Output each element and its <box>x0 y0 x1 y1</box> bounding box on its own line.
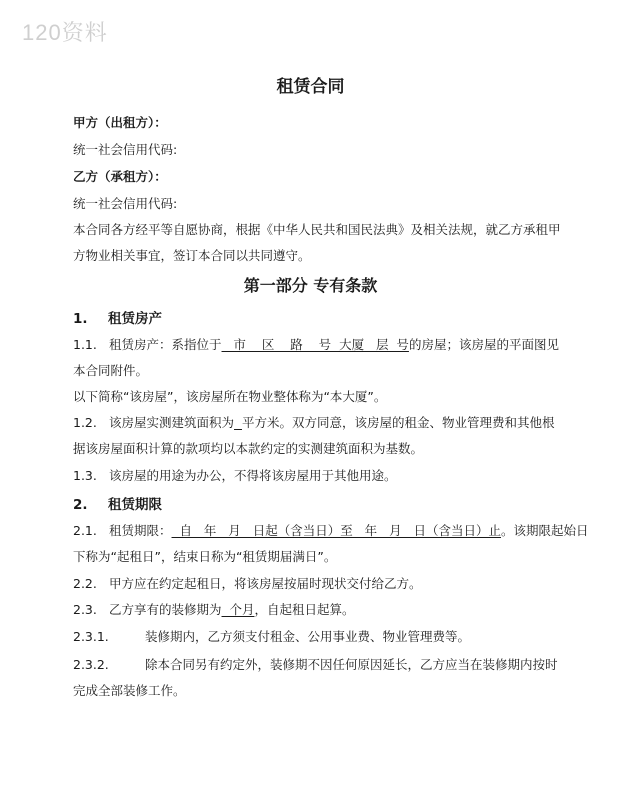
clause-2-3-1 <box>73 627 470 645</box>
clause-text: ，自起租日起算。 <box>254 602 355 617</box>
clause-number: 2.2. <box>73 576 97 591</box>
clause-1-2-line-2: 据该房屋面积计算的款项均以本款约定的实测建筑面积为基数。 <box>73 441 424 456</box>
section-2-number: 2. <box>73 497 88 513</box>
clause-text: 该房屋实测建筑面积为 <box>109 415 235 430</box>
clause-1-1-line-3: 以下简称“该房屋”，该房屋所在物业整体称为“本大厦”。 <box>73 389 387 404</box>
section-1-title: 租赁房产 <box>108 311 162 327</box>
clause-text: 乙方享有的装修期为 <box>109 602 222 617</box>
preamble-line-1: 本合同各方经平等自愿协商，根据《中华人民共和国民法典》及相关法规，就乙方承租甲 <box>73 222 561 237</box>
clause-number: 1.1. <box>73 337 97 352</box>
term-blank: 自 年 月 日起（含当日）至 年 月 日（含当日）止 <box>171 523 501 538</box>
party-b-label: 乙方（承租方）： <box>73 169 167 184</box>
clause-2-2 <box>73 574 422 592</box>
clause-number: 2.1. <box>73 523 97 538</box>
clause-text: 平方米。双方同意，该房屋的租金、物业管理费和其他根 <box>241 415 555 430</box>
clause-2-3-2 <box>73 655 558 673</box>
clause-1-1-line-2: 本合同附件。 <box>73 363 149 378</box>
section-2-heading <box>73 493 162 513</box>
address-blank: 市 区 路 号 大厦 层 号 <box>221 337 409 352</box>
section-1-heading <box>73 307 162 327</box>
clause-number: 2.3.1. <box>73 629 109 644</box>
clause-2-3-2-line-2: 完成全部装修工作。 <box>73 683 186 698</box>
clause-1-2 <box>73 413 554 431</box>
clause-1-3 <box>73 466 397 484</box>
preamble-line-2: 方物业相关事宜，签订本合同以共同遵守。 <box>73 248 311 263</box>
clause-2-3 <box>73 600 354 618</box>
document-title: 租赁合同 <box>276 77 345 97</box>
party-a-credit-code: 统一社会信用代码: <box>73 142 178 157</box>
clause-2-1-line-2: 下称为“起租日”，结束日称为“租赁期届满日”。 <box>73 549 337 564</box>
clause-text: 该房屋的用途为办公，不得将该房屋用于其他用途。 <box>109 468 397 483</box>
party-a-label: 甲方（出租方）： <box>73 115 167 130</box>
clause-number: 1.2. <box>73 415 97 430</box>
clause-number: 2.3. <box>73 602 97 617</box>
section-2-title: 租赁期限 <box>108 497 162 513</box>
clause-text: 除本合同另有约定外，装修期不因任何原因延长，乙方应当在装修期内按时 <box>145 657 558 672</box>
party-b-credit-code: 统一社会信用代码: <box>73 196 178 211</box>
clause-text: 。该期限起始日 <box>500 523 589 538</box>
area-blank <box>234 415 242 430</box>
clause-text: 租赁期限： <box>109 523 172 538</box>
clause-text: 租赁房产：系指位于 <box>109 337 222 352</box>
clause-number: 2.3.2. <box>73 657 109 672</box>
clause-text: 甲方应在约定起租日，将该房屋按届时现状交付给乙方。 <box>109 576 422 591</box>
clause-1-1 <box>73 335 559 353</box>
clause-text: 装修期内，乙方须支付租金、公用事业费、物业管理费等。 <box>145 629 471 644</box>
clause-number: 1.3. <box>73 468 97 483</box>
section-1-number: 1. <box>73 311 88 327</box>
clause-2-1 <box>73 521 589 539</box>
watermark: 120资料 <box>22 20 108 45</box>
renovation-period-blank: 个月 <box>221 602 255 617</box>
clause-text: 的房屋；该房屋的平面图见 <box>408 337 559 352</box>
part1-title: 第一部分 专有条款 <box>243 276 378 295</box>
